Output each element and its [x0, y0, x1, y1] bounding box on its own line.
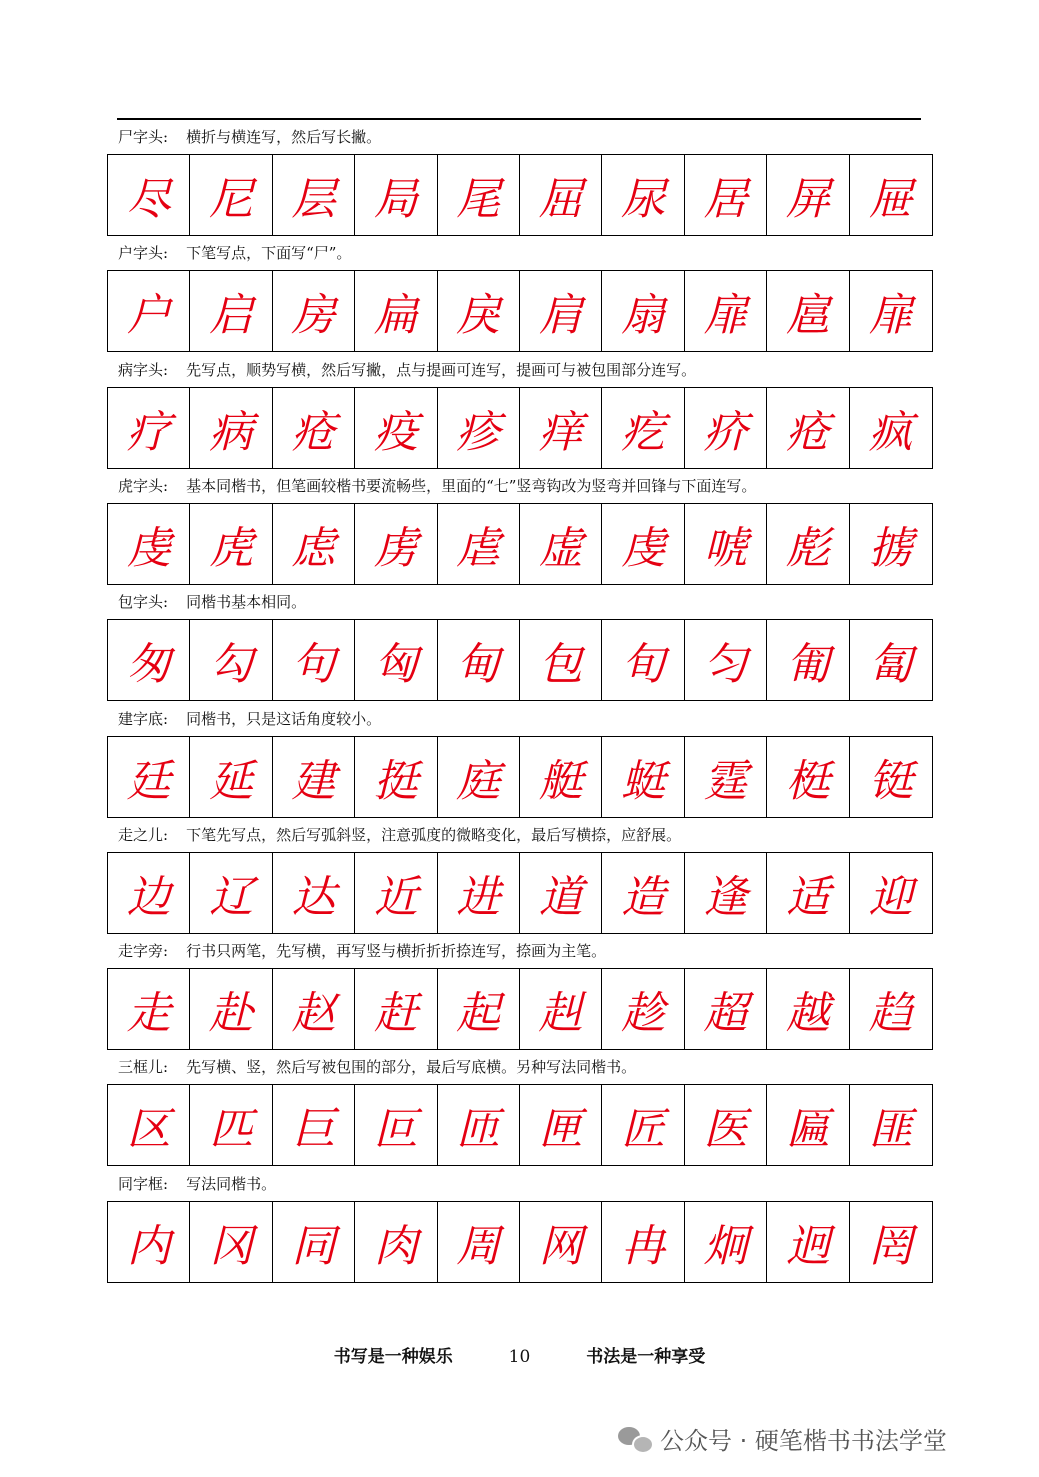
radical-name: 包字头: — [118, 593, 169, 612]
character-grid — [107, 270, 933, 352]
character-cell: 赶 — [355, 969, 437, 1049]
character-cell: 唬 — [685, 504, 767, 584]
radical-section — [107, 469, 933, 585]
page-footer — [0, 1342, 1039, 1367]
radical-description: 下笔写点，下面写“尸”。 — [186, 244, 352, 263]
character-cell: 赵 — [273, 969, 355, 1049]
character-cell: 建 — [273, 737, 355, 817]
character-cell: 扇 — [602, 271, 684, 351]
character-cell: 虐 — [438, 504, 520, 584]
character-cell: 蜓 — [602, 737, 684, 817]
character-cell: 庭 — [438, 737, 520, 817]
character-cell: 扉 — [868, 290, 913, 342]
radical-name: 走之儿: — [118, 825, 169, 844]
character-cell: 迎 — [868, 871, 913, 923]
character-cell: 疗 — [108, 388, 190, 468]
character-cell: 匀 — [685, 620, 767, 700]
character-cell: 局 — [355, 155, 437, 235]
radical-description: 先写横、竖，然后写被包围的部分，最后写底横。另种写法同楷书。 — [186, 1058, 637, 1077]
radical-description: 写法同楷书。 — [186, 1174, 277, 1193]
footer-right-motto: 书法是一种享受 — [586, 1347, 706, 1367]
radical-section — [107, 353, 933, 469]
character-cell: 疙 — [602, 388, 684, 468]
character-cell: 戾 — [438, 271, 520, 351]
character-cell: 尾 — [438, 155, 520, 235]
character-cell: 区 — [108, 1085, 190, 1165]
character-cell: 巨 — [273, 1085, 355, 1165]
section-caption — [107, 585, 933, 619]
character-cell: 匾 — [767, 1085, 849, 1165]
character-grid — [107, 503, 933, 585]
character-cell: 近 — [355, 853, 437, 933]
character-cell: 虑 — [273, 504, 355, 584]
character-cell: 肉 — [355, 1202, 437, 1282]
character-grid — [107, 154, 933, 236]
character-cell: 疮 — [273, 388, 355, 468]
character-cell: 匐 — [868, 639, 913, 691]
character-cell: 疫 — [355, 388, 437, 468]
radical-section — [107, 120, 933, 236]
character-cell: 匍 — [767, 620, 849, 700]
character-cell: 趁 — [602, 969, 684, 1049]
character-cell: 病 — [190, 388, 272, 468]
character-cell: 内 — [108, 1202, 190, 1282]
radical-name: 同字框: — [118, 1174, 169, 1193]
character-cell: 疯 — [868, 406, 913, 458]
wechat-watermark — [618, 1418, 947, 1458]
character-cell: 赳 — [520, 969, 602, 1049]
section-caption — [107, 120, 933, 154]
section-caption — [107, 934, 933, 968]
character-cell: 掳 — [868, 522, 913, 574]
character-cell: 梃 — [767, 737, 849, 817]
radical-section — [107, 702, 933, 818]
radical-name: 户字头: — [118, 244, 169, 263]
character-cell: 医 — [685, 1085, 767, 1165]
radical-section — [107, 1167, 933, 1283]
character-cell: 道 — [520, 853, 602, 933]
character-cell: 冈 — [190, 1202, 272, 1282]
section-caption — [107, 818, 933, 852]
character-cell: 尿 — [602, 155, 684, 235]
character-cell: 房 — [273, 271, 355, 351]
character-cell: 居 — [685, 155, 767, 235]
radical-section — [107, 934, 933, 1050]
character-cell: 冉 — [602, 1202, 684, 1282]
character-cell: 屉 — [868, 174, 913, 225]
character-cell: 叵 — [355, 1085, 437, 1165]
radical-section — [107, 818, 933, 934]
character-cell: 尼 — [190, 155, 272, 235]
character-cell: 匪 — [868, 1104, 913, 1156]
character-cell: 铤 — [868, 755, 913, 807]
radical-name: 病字头: — [118, 360, 169, 379]
character-cell: 匆 — [108, 620, 190, 700]
character-cell: 挺 — [355, 737, 437, 817]
character-cell: 适 — [767, 853, 849, 933]
section-caption — [107, 353, 933, 387]
character-cell: 迥 — [767, 1202, 849, 1282]
character-cell: 扈 — [767, 271, 849, 351]
wechat-icon — [618, 1423, 652, 1453]
character-cell: 启 — [190, 271, 272, 351]
radical-section — [107, 236, 933, 352]
character-cell: 彪 — [767, 504, 849, 584]
character-cell: 逢 — [685, 853, 767, 933]
radical-description: 横折与横连写，然后写长撇。 — [186, 128, 382, 146]
character-cell: 匝 — [438, 1085, 520, 1165]
character-grid — [107, 1084, 933, 1166]
character-cell: 疹 — [438, 388, 520, 468]
character-cell: 越 — [767, 969, 849, 1049]
character-cell: 罔 — [868, 1220, 913, 1272]
section-caption — [107, 702, 933, 736]
radical-section — [107, 585, 933, 701]
character-cell: 句 — [273, 620, 355, 700]
radical-description: 行书只两笔，先写横，再写竖与横折折折捺连写，捺画为主笔。 — [186, 942, 607, 961]
character-cell: 艇 — [520, 737, 602, 817]
character-cell: 疮 — [767, 388, 849, 468]
character-cell: 走 — [108, 969, 190, 1049]
radical-description: 同楷书基本相同。 — [186, 593, 307, 612]
character-cell: 旬 — [602, 620, 684, 700]
radical-section — [107, 1050, 933, 1166]
character-cell: 扉 — [685, 271, 767, 351]
character-cell: 霆 — [685, 737, 767, 817]
character-cell: 网 — [520, 1202, 602, 1282]
character-cell: 赴 — [190, 969, 272, 1049]
character-grid — [107, 619, 933, 701]
character-cell: 辽 — [190, 853, 272, 933]
character-cell: 廷 — [108, 737, 190, 817]
character-cell: 虔 — [108, 504, 190, 584]
character-cell: 痒 — [520, 388, 602, 468]
character-cell: 户 — [108, 271, 190, 351]
character-cell: 匣 — [520, 1085, 602, 1165]
character-cell: 屏 — [767, 155, 849, 235]
radical-name: 走字旁: — [118, 942, 169, 961]
page-number: 10 — [508, 1347, 531, 1367]
character-grid — [107, 1201, 933, 1283]
character-cell: 屈 — [520, 155, 602, 235]
character-cell: 延 — [190, 737, 272, 817]
character-cell: 趋 — [868, 988, 913, 1040]
radical-name: 尸字头: — [118, 128, 169, 146]
character-cell: 炯 — [685, 1202, 767, 1282]
character-cell: 肩 — [520, 271, 602, 351]
character-cell: 甸 — [438, 620, 520, 700]
character-cell: 虔 — [602, 504, 684, 584]
radical-description: 同楷书，只是这话角度较小。 — [186, 709, 382, 728]
character-cell: 包 — [520, 620, 602, 700]
footer-left-motto: 书写是一种娱乐 — [333, 1347, 453, 1367]
section-caption — [107, 469, 933, 503]
character-cell: 匹 — [190, 1085, 272, 1165]
character-grid — [107, 387, 933, 469]
radical-description: 基本同楷书，但笔画较楷书要流畅些，里面的“七”竖弯钩改为竖弯并回锋与下面连写。 — [186, 476, 757, 495]
character-cell: 虏 — [355, 504, 437, 584]
character-cell: 匈 — [355, 620, 437, 700]
radical-description: 先写点，顺势写横，然后写撇，点与提画可连写，提画可与被包围部分连写。 — [186, 360, 697, 379]
character-cell: 尽 — [108, 155, 190, 235]
character-grid — [107, 736, 933, 818]
watermark-text: 公众号 · 硬笔楷书书法学堂 — [660, 1426, 947, 1455]
character-cell: 虚 — [520, 504, 602, 584]
radical-description: 下笔先写点，然后写弧斜竖，注意弧度的微略变化，最后写横捺，应舒展。 — [186, 825, 682, 844]
character-cell: 勾 — [190, 620, 272, 700]
character-cell: 达 — [273, 853, 355, 933]
character-cell: 周 — [438, 1202, 520, 1282]
character-cell: 造 — [602, 853, 684, 933]
character-cell: 边 — [108, 853, 190, 933]
radical-name: 建字底: — [118, 709, 169, 728]
section-caption — [107, 1167, 933, 1201]
character-cell: 同 — [273, 1202, 355, 1282]
character-cell: 匠 — [602, 1085, 684, 1165]
radical-name: 三框儿: — [118, 1058, 169, 1077]
character-cell: 起 — [438, 969, 520, 1049]
section-caption — [107, 1050, 933, 1084]
character-cell: 层 — [273, 155, 355, 235]
character-cell: 超 — [685, 969, 767, 1049]
character-cell: 扁 — [355, 271, 437, 351]
character-cell: 进 — [438, 853, 520, 933]
character-grid — [107, 968, 933, 1050]
radical-name: 虎字头: — [118, 476, 169, 495]
section-caption — [107, 236, 933, 270]
character-cell: 虎 — [190, 504, 272, 584]
character-grid — [107, 852, 933, 934]
character-cell: 疥 — [685, 388, 767, 468]
